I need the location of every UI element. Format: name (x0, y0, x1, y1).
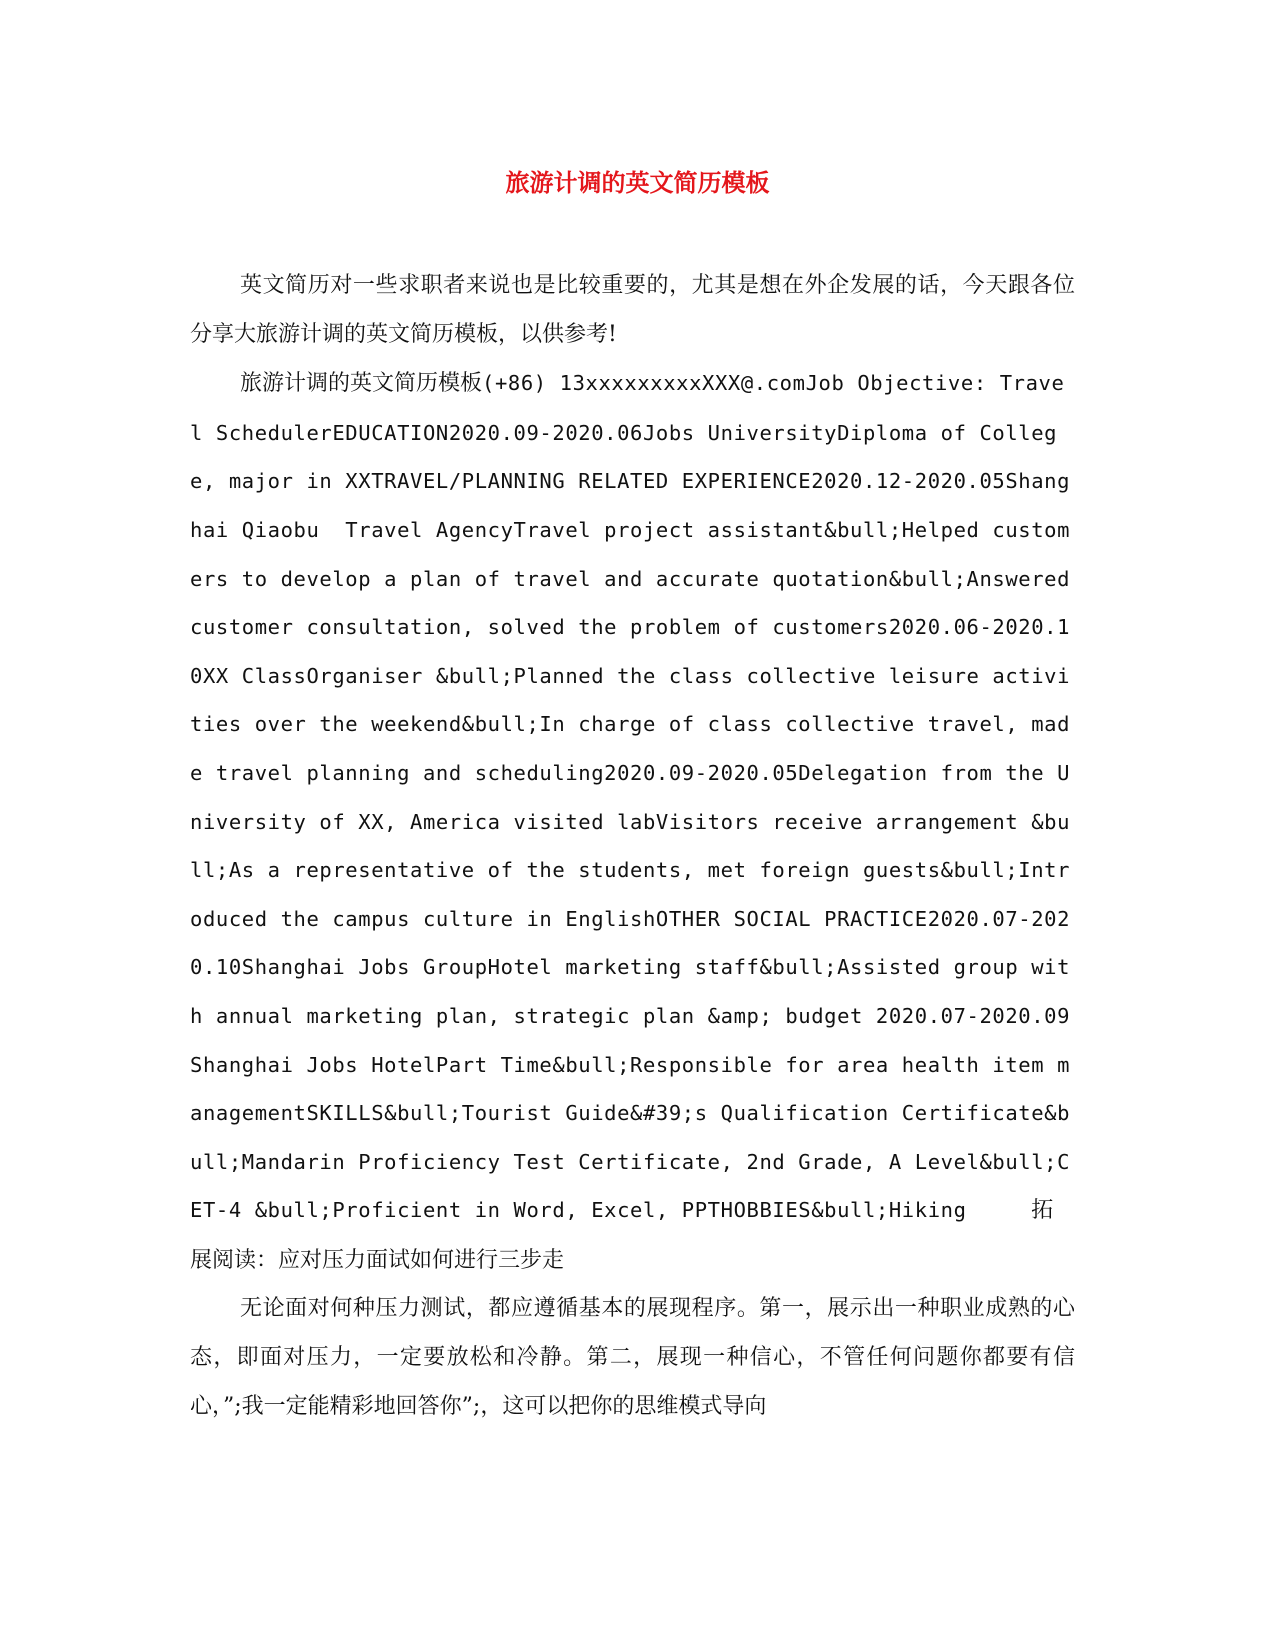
closing-paragraph: 无论面对何种压力测试，都应遵循基本的展现程序。第一，展示出一种职业成熟的心态，即面对压力，一定要放松和冷静。第二，展现一种信心，不管任何问题你都要有信心，”;我一定能精彩地回答你”;，这可以把你的思维模式导向 (190, 1296, 1075, 1419)
extended-reading-heading: 拓展阅读：应对压力面试如何进行三步走 (190, 1198, 1054, 1273)
document-title: 旅游计调的英文简历模板 (505, 168, 770, 197)
document-body (190, 262, 1084, 1431)
resume-body: (+86) 13xxxxxxxxxXXX@.comJob Objective: Travel SchedulerEDUCATION2020.09-2020.06Jobs UniversityDiploma of College, major in XXTRAVEL/PLANNING RELATED EXPERIENCE2020.12-2020.05Shanghai Qiaobu Travel AgencyTravel project assistant&bull;Helped customers to develop a plan of travel and accurate quotation&bull;Answered customer consultation, solved the problem of customers2020.06-2020.10XX ClassOrganiser &bull;Planned the class collective leisure activities over the weekend&bull;In charge of class collective travel, made travel planning and scheduling2020.09-2020.05Delegation from the University of XX, America visited labVisitors receive arrangement &bull;As a representative of the students, met foreign guests&bull;Introduced the campus culture in EnglishOTHER SOCIAL PRACTICE2020.07-2020.10Shanghai Jobs GroupHotel marketing staff&bull;Assisted group with annual marketing plan, strategic plan &amp; budget 2020.07-2020.09Shanghai Jobs HotelPart Time&bull;Responsible for area health item managementSKILLS&bull;Tourist Guide&#39;s Qualification Certificate&bull;Mandarin Proficiency Test Certificate, 2nd Grade, A Level&bull;CET-4 &bull;Proficient in Word, Excel, PPTHOBBIES&bull;Hiking (190, 371, 1084, 1223)
intro-paragraph: 英文简历对一些求职者来说也是比较重要的，尤其是想在外企发展的话，今天跟各位分享大旅游计调的英文简历模板，以供参考! (190, 273, 1075, 347)
resume-lead: 旅游计调的英文简历模板 (240, 371, 483, 397)
resume-paragraph (190, 359, 1084, 1285)
